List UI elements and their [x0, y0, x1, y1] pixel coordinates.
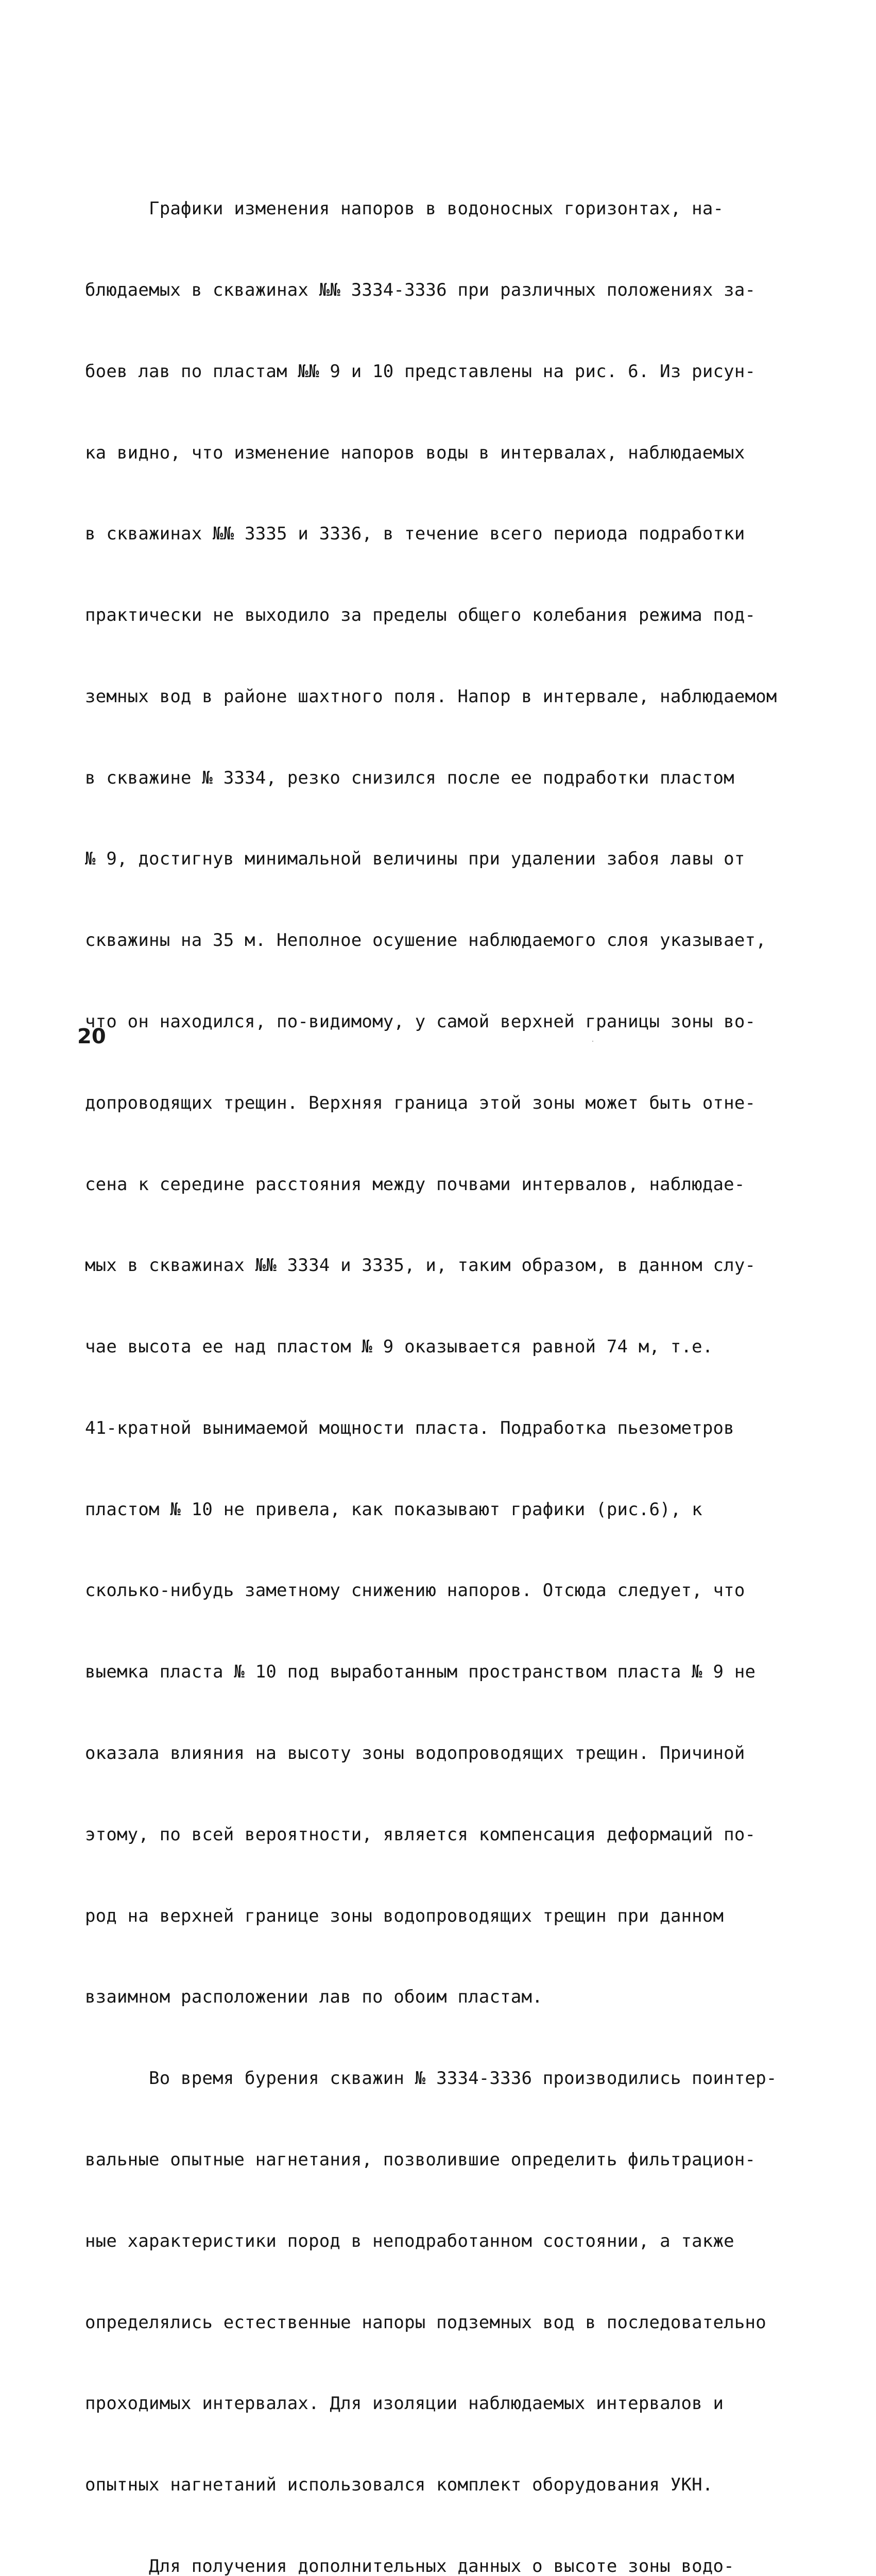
- text-line: скважины на 35 м. Неполное осушение наблюдаемого слоя указывает,: [85, 930, 766, 951]
- text-line: сколько-нибудь заметному снижению напоров. Отсюда следует, что: [85, 1580, 745, 1601]
- text-line: этому, по всей вероятности, является компенсация деформаций по-: [85, 1824, 756, 1845]
- text-line: пластом № 10 не привела, как показывают графики (рис.6), к: [85, 1499, 702, 1520]
- text-line: Графики изменения напоров в водоносных горизонтах, на-: [85, 198, 724, 219]
- text-line: в скважине № 3334, резко снизился после ее подработки пластом: [85, 767, 734, 788]
- text-line: определялись естественные напоры подземных вод в последовательно: [85, 2312, 766, 2333]
- text-line: сена к середине расстояния между почвами интервалов, наблюдае-: [85, 1174, 745, 1195]
- text-line: допроводящих трещин. Верхняя граница этой зоны может быть отне-: [85, 1092, 756, 1113]
- text-line: мых в скважинах №№ 3334 и 3335, и, таким образом, в данном слу-: [85, 1255, 756, 1276]
- text-line: ные характеристики пород в неподработанном состоянии, а также: [85, 2230, 734, 2251]
- text-line: что он находился, по-видимому, у самой верхней границы зоны во-: [85, 1011, 756, 1032]
- text-line: взаимном расположении лав по обоим пластам.: [85, 1987, 543, 2008]
- text-line: в скважинах №№ 3335 и 3336, в течение всего периода подработки: [85, 523, 745, 545]
- text-line: боев лав по пластам №№ 9 и 10 представлены на рис. 6. Из рисун-: [85, 361, 756, 382]
- scan-speck: [592, 1041, 593, 1042]
- text-line: вальные опытные нагнетания, позволившие определить фильтрацион-: [85, 2149, 756, 2170]
- text-line: чае высота ее над пластом № 9 оказывается равной 74 м, т.е.: [85, 1336, 713, 1358]
- text-line: Во время бурения скважин № 3334-3336 производились поинтер-: [85, 2068, 777, 2089]
- text-line: проходимых интервалах. Для изоляции наблюдаемых интервалов и: [85, 2393, 724, 2414]
- text-line: практически не выходило за пределы общего колебания режима под-: [85, 605, 756, 626]
- text-line: ка видно, что изменение напоров воды в интервалах, наблюдаемых: [85, 442, 745, 463]
- text-line: род на верхней границе зоны водопроводящих трещин при данном: [85, 1905, 724, 1926]
- text-line: № 9, достигнув минимальной величины при удалении забоя лавы от: [85, 849, 745, 870]
- text-line: Для получения дополнительных данных о высоте зоны водо-: [85, 2555, 734, 2576]
- page-number: 20: [77, 1025, 106, 1048]
- text-line: оказала влияния на высоту зоны водопроводящих трещин. Причиной: [85, 1743, 745, 1764]
- text-line: земных вод в районе шахтного поля. Напор в интервале, наблюдаемом: [85, 686, 777, 707]
- text-line: блюдаемых в скважинах №№ 3334-3336 при различных положениях за-: [85, 279, 756, 300]
- text-line: 41-кратной вынимаемой мощности пласта. Подработка пьезометров: [85, 1417, 734, 1438]
- text-line: выемка пласта № 10 под выработанным пространством пласта № 9 не: [85, 1662, 756, 1683]
- text-line: опытных нагнетаний использовался комплект оборудования УКН.: [85, 2475, 713, 2496]
- body-text: [85, 141, 816, 2576]
